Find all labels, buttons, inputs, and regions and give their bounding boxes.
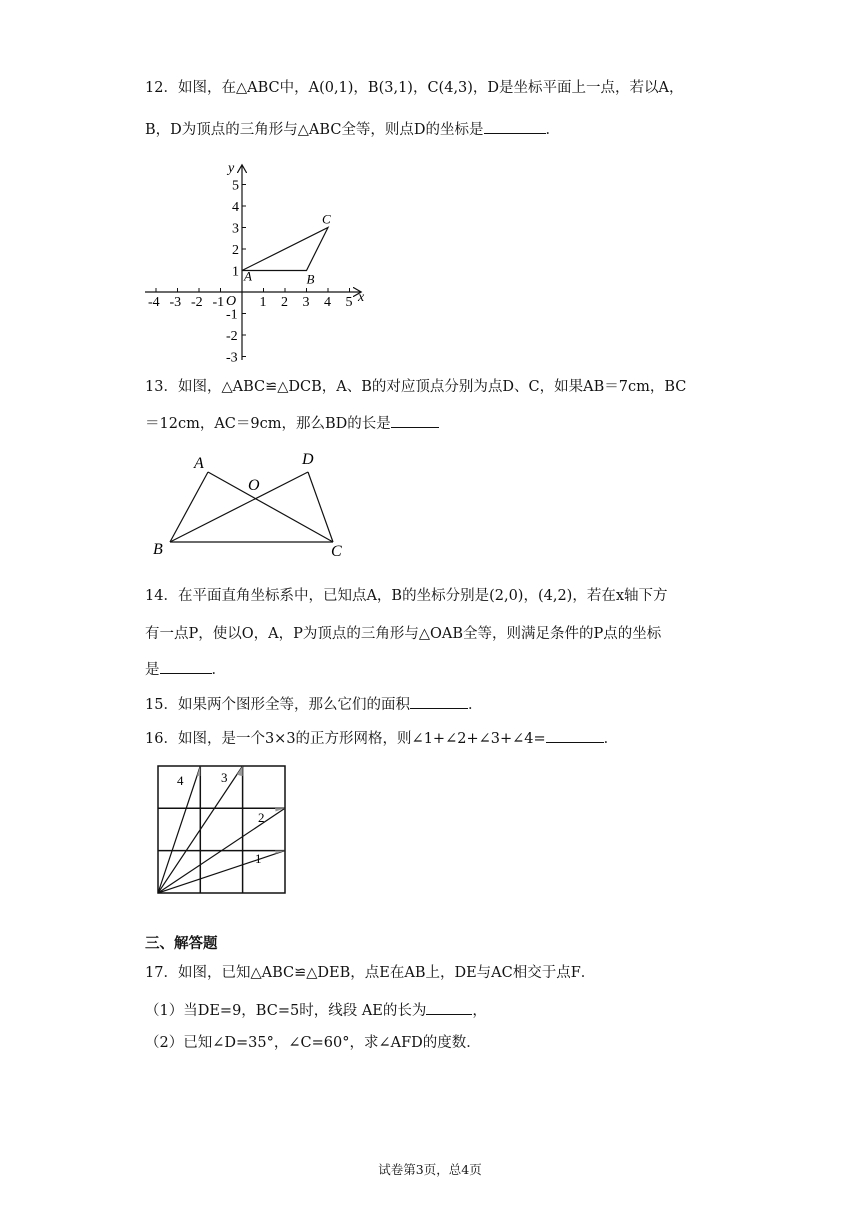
angle-label-1: 1 — [255, 851, 262, 866]
x-tick-label: -4 — [148, 295, 160, 310]
q15-line — [145, 693, 482, 715]
section-heading: 三、解答题 — [145, 935, 218, 952]
q14-line3-end: ． — [211, 662, 226, 678]
q12-line2 — [145, 118, 560, 140]
q14-line3 — [145, 658, 226, 680]
x-tick-label: -2 — [191, 295, 203, 310]
q17-line2 — [145, 999, 487, 1021]
x-tick-label: -1 — [212, 295, 225, 310]
q16-end: ． — [603, 731, 619, 747]
x-tick-label: 3 — [302, 295, 310, 310]
q14-line2: 有一点P，使以O，A，P为顶点的三角形与△OAB全等，则满足条件的P点的坐标 — [145, 626, 662, 642]
q13-line2 — [145, 412, 439, 434]
q14-line1: 14．在平面直角坐标系中，已知点A，B的坐标分别是(2,0)，(4,2)，若在x轴下方 — [145, 588, 668, 604]
origin-label: O — [226, 294, 237, 309]
y-tick-label: 2 — [232, 243, 239, 258]
q12-line2-end: ． — [545, 122, 561, 138]
q13-line1: 13．如图，△ABC≌△DCB，A、B的对应顶点分别为点D、C，如果AB＝7cm，BC — [145, 379, 687, 395]
y-tick-label: 5 — [232, 178, 239, 194]
answer-blank — [426, 999, 472, 1015]
label-d: D — [302, 451, 314, 468]
x-tick-label: 5 — [345, 295, 353, 310]
point-label-b: B — [306, 271, 315, 287]
q13-line2-text: ＝12cm，AC＝9cm，那么BD的长是 — [145, 416, 391, 432]
x-tick-label: -3 — [169, 295, 182, 310]
q16-text: 16．如图，是一个3×3的正方形网格，则∠1+∠2+∠3+∠4= — [145, 731, 546, 747]
point-label-a: A — [244, 268, 252, 284]
y-tick-label: -1 — [226, 307, 238, 323]
page-footer: 试卷第3页，总4页 — [378, 1162, 482, 1177]
q17-line2-end: ， — [472, 1003, 487, 1019]
q12-line1: 12．如图，在△ABC中，A(0,1)，B(3,1)，C(4,3)，D是坐标平面上一点，若以A， — [145, 80, 684, 96]
angle-label-2: 2 — [258, 810, 265, 825]
answer-blank — [160, 658, 212, 674]
angle-label-4: 4 — [177, 773, 184, 788]
x-axis-label: x — [358, 290, 365, 305]
q14-line3-text: 是 — [145, 662, 160, 678]
answer-blank — [391, 412, 439, 428]
x-tick-label: 2 — [281, 295, 288, 310]
y-tick-label: -3 — [226, 350, 238, 366]
answer-blank — [410, 693, 468, 709]
answer-blank — [546, 727, 604, 743]
y-tick-label: 3 — [232, 221, 239, 237]
q15-text: 15．如果两个图形全等，那么它们的面积 — [145, 697, 410, 713]
y-tick-label: -2 — [226, 329, 238, 344]
q16-grid-figure — [155, 763, 295, 903]
q17-line1: 17．如图，已知△ABC≌△DEB，点E在AB上，DE与AC相交于点F． — [145, 965, 596, 981]
q12-coordinate-figure — [140, 160, 380, 370]
x-tick-label: 1 — [259, 295, 267, 310]
label-c: C — [331, 543, 342, 560]
label-b: B — [153, 541, 163, 558]
q15-end: ． — [467, 697, 483, 713]
q16-line — [145, 727, 618, 749]
q17-line3: （2）已知∠D=35°，∠C=60°，求∠AFD的度数． — [145, 1035, 481, 1051]
y-tick-label: 1 — [232, 264, 239, 280]
point-label-c: C — [322, 211, 331, 227]
label-a: A — [194, 455, 204, 472]
triangle-abc — [242, 228, 328, 271]
y-tick-label: 4 — [232, 200, 239, 215]
angle-label-3: 3 — [221, 770, 228, 785]
q12-line2-text: B，D为顶点的三角形与△ABC全等，则点D的坐标是 — [145, 122, 484, 138]
answer-blank — [484, 118, 546, 134]
q17-line2-text: （1）当DE=9，BC=5时，线段 AE的长为 — [145, 1003, 427, 1019]
x-tick-label: 4 — [324, 295, 331, 310]
q13-triangle-figure — [148, 448, 368, 568]
label-o: O — [248, 477, 260, 494]
y-axis-label: y — [228, 161, 235, 176]
